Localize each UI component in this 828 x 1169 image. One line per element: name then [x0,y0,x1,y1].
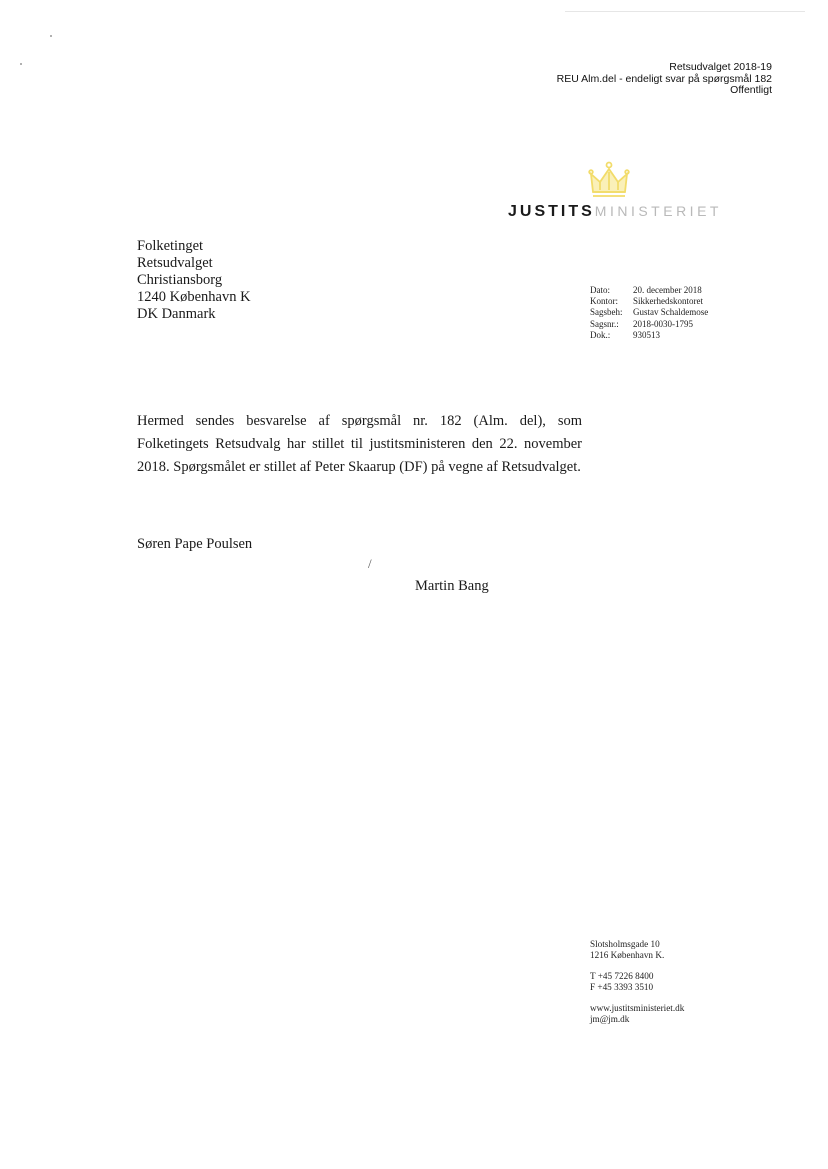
email-link[interactable]: jm@jm.dk [590,1014,630,1024]
recipient-line: Retsudvalget [137,255,213,271]
meta-row-handler [590,307,708,318]
committee-year: Retsudvalget 2018-19 [669,61,772,73]
meta-label: Sagsnr.: [590,318,619,329]
recipient-line: Folketinget [137,238,204,254]
meta-value: 20. december 2018 [633,285,702,295]
case-metadata [590,285,708,341]
ministry-contact-footer [590,939,684,1035]
phone-number: T +45 7226 8400 [590,971,654,981]
meta-value: 2018-0030-1795 [633,318,693,329]
question-reference: REU Alm.del - endeligt svar på spørgsmål 182 [556,72,772,85]
meta-label: Sagsbeh: [590,307,623,318]
meta-value: 930513 [633,329,660,340]
scan-artifact-line [565,11,805,12]
footer-web [590,1003,684,1025]
meta-label: Dato: [590,285,610,295]
scan-speck [20,63,22,65]
crown-icon [587,160,631,200]
meta-value: Sikkerhedskontoret [633,296,703,307]
website-link[interactable]: www.justitsministeriet.dk [590,1003,685,1013]
address-street: Slotsholmsgade 10 [590,939,660,949]
scan-speck [50,35,52,37]
wordmark-bold: JUSTITS [508,203,595,220]
signature-minister: Søren Pape Poulsen [137,536,253,552]
document-reference-header [557,62,772,97]
address-city: 1216 København K. [590,950,665,960]
footer-phone [590,971,684,993]
ministry-wordmark [508,203,722,221]
footer-address [590,939,684,961]
recipient-address [137,238,251,323]
signature-separator: / [368,556,372,571]
meta-label: Dok.: [590,329,611,340]
wordmark-light: MINISTERIET [594,203,722,219]
meta-label: Kontor: [590,296,618,307]
recipient-line: 1240 København K [137,289,251,305]
letter-body: Hermed sendes besvarelse af spørgsmål nr. 182 (Alm. del), som Folketingets Retsudvalg har stillet til justitsministeren den 22. november 2018. Spørgsmålet er stillet af Peter Skaarup (DF) på vegne af Retsudvalget. [137,413,582,475]
signature-official: Martin Bang [415,578,489,594]
meta-row-document [590,330,708,341]
meta-row-office [590,296,708,307]
meta-row-case-number [590,319,708,330]
ministry-logo [500,150,750,230]
recipient-line: DK Danmark [137,306,216,322]
fax-number: F +45 3393 3510 [590,982,654,992]
recipient-line: Christiansborg [137,272,223,288]
meta-row-date [590,285,708,296]
meta-value: Gustav Schaldemose [633,307,709,318]
publicity-status: Offentligt [730,84,772,96]
